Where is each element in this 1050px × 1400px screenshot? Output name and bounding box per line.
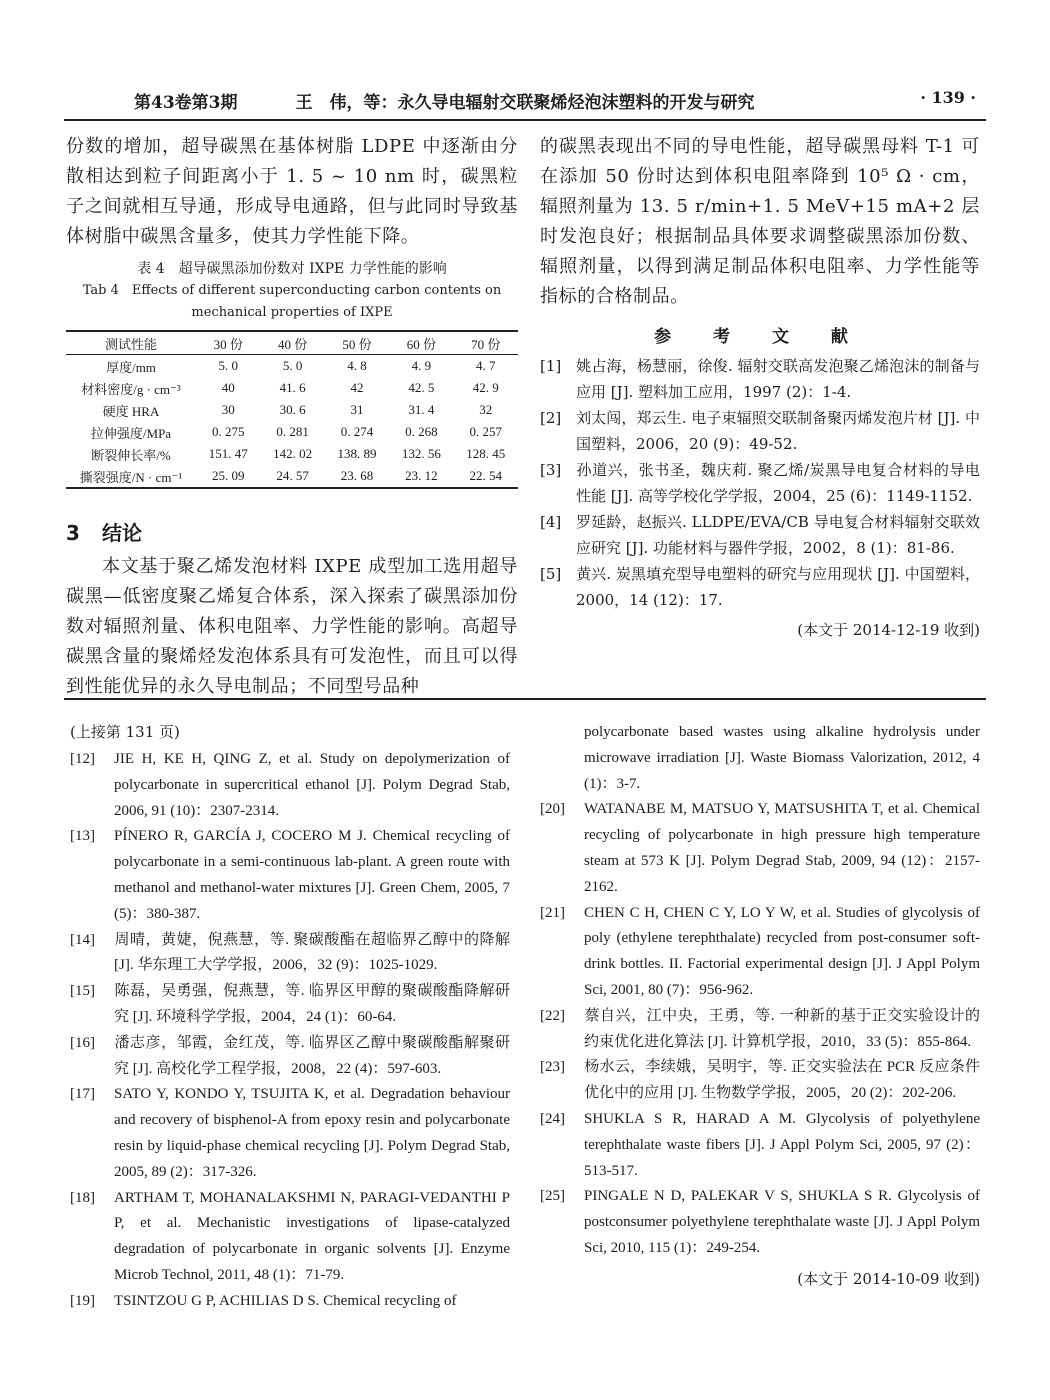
reference-item (70, 747, 510, 824)
reference-text: 杨水云，李续娥，吴明宇，等. 正交实验法在 PCR 反应条件优化中的应用 [J]. 生物数学学报，2005，20 (2)：202-206. (584, 1059, 980, 1102)
table-header-cell: 30 份 (196, 331, 260, 355)
reference-tag: [21] (540, 904, 565, 921)
reference-tag: [14] (70, 931, 95, 948)
reference-text: 罗延龄，赵振兴. LLDPE/EVA/CB 导电复合材料辐射交联效应研究 [J]. 功能材料与器件学报，2002，8 (1)：81-86. (576, 513, 980, 557)
reference-tag: [15] (70, 983, 95, 1000)
reference-item (540, 509, 980, 561)
reference-tag: [4] (540, 513, 562, 531)
reference-text: 孙道兴，张书圣，魏庆莉. 聚乙烯/炭黑导电复合材料的导电性能 [J]. 高等学校化学学报，2004，25 (6)：1149-1152. (576, 461, 980, 505)
table-cell: 25. 09 (196, 465, 260, 488)
references-heading: 参 考 文 献 (654, 327, 866, 347)
reference-text: JIE H, KE H, QING Z, et al. Study on depolymerization of polycarbonate in supercritical ethanol [J]. Polym Degrad Stab, 2006, 91 (10)：2307-2314. (114, 751, 510, 819)
table-cell: 0. 275 (211, 424, 245, 439)
table-header-cell: 60 份 (389, 331, 453, 355)
top-right-column (540, 132, 980, 643)
row-label: 断裂伸长率/% (91, 447, 171, 463)
journal-issue: 第43卷第3期 (134, 93, 238, 113)
received-date: (本文于 2014-12-19 收到) (797, 621, 980, 639)
table-cell: 0. 268 (405, 424, 438, 439)
reference-tag: [2] (540, 409, 562, 427)
table-cell: 32 (479, 402, 493, 417)
bottom-left-column (70, 720, 510, 1315)
reference-item (70, 1082, 510, 1185)
data-table (66, 330, 518, 489)
reference-text: WATANABE M, MATSUO Y, MATSUSHITA T, et al. Chemical recycling of polycarbonate in high pressure high temperature steam at 573 K [J]. Polym Degrad Stab, 2009, 94 (12)：2157-2162. (584, 801, 980, 895)
table-cell: 22. 54 (454, 465, 518, 488)
table-cell: 4. 8 (347, 358, 367, 373)
table-cell: 42. 5 (408, 380, 435, 395)
reference-tag: [5] (540, 565, 562, 583)
reference-item (70, 1031, 510, 1083)
reference-tag: [13] (70, 828, 95, 845)
reference-tag: [17] (70, 1086, 95, 1103)
table-row (66, 421, 518, 443)
table-header-cell: 测试性能 (66, 331, 196, 355)
reference-text: SATO Y, KONDO Y, TSUJITA K, et al. Degradation behaviour and recovery of bisphenol-A from epoxy resin and polycarbonate resin by liquid-phase chemical recycling [J]. Polym Degrad Stab, 2005, 89 (2)：317-326. (114, 1086, 510, 1180)
conclusion-paragraph: 本文基于聚乙烯发泡材料 IXPE 成型加工选用超导碳黑—低密度聚乙烯复合体系，深入探索了碳黑添加份数对辐照剂量、体积电阻率、力学性能的影响。高超导碳黑含量的聚烯烃发泡体系具有可发泡性，而且可以得到性能优异的永久导电制品；不同型号品种 (66, 556, 518, 697)
table-cell: 5. 0 (282, 358, 303, 373)
reference-text: SHUKLA S R, HARAD A M. Glycolysis of polyethylene terephthalate waste fibers [J]. J Appl Polym Sci, 2005, 97 (2)：513-517. (584, 1110, 980, 1179)
reference-tag: [24] (540, 1110, 565, 1127)
table-cell: 138. 89 (337, 446, 377, 461)
reference-text: 蔡自兴，江中央，王勇，等. 一种新的基于正交实验设计的约束优化进化算法 [J]. 计算机学报，2010，33 (5)：855-864. (584, 1007, 980, 1050)
table-cell: 42 (350, 380, 364, 395)
table-cell: 30. 6 (279, 402, 306, 417)
reference-item (540, 457, 980, 509)
row-label: 拉伸强度/MPa (90, 425, 172, 441)
table-caption-zh: 表 4 超导碳黑添加份数对 IXPE 力学性能的影响 (137, 261, 447, 277)
table-cell: 31. 4 (408, 402, 435, 417)
reference-text: TSINTZOU G P, ACHILIAS D S. Chemical recycling of (114, 1292, 457, 1309)
section-number: 3 (66, 521, 80, 545)
row-label: 撕裂强度/N · cm⁻¹ (66, 465, 196, 488)
reference-text: 陈磊，吴勇强，倪燕慧，等. 临界区甲醇的聚碳酸酯降解研究 [J]. 环境科学学报，2004，24 (1)：60-64. (114, 983, 510, 1025)
reference-tag: [20] (540, 801, 565, 818)
table-cell: 142. 02 (273, 446, 313, 461)
table-cell: 5. 0 (218, 358, 238, 373)
table-cell: 0. 274 (340, 424, 374, 439)
reference-tag: [23] (540, 1059, 565, 1076)
reference-item (540, 1184, 980, 1261)
row-label: 硬度 HRA (102, 403, 160, 419)
table-row (66, 399, 518, 421)
reference-item (540, 353, 980, 405)
table-row (66, 465, 518, 488)
table-cell: 0. 257 (469, 424, 503, 439)
table-header-row (66, 331, 518, 355)
reference-text: 潘志彦，邹霞，金红茂，等. 临界区乙醇中聚碳酸酯解聚研究 [J]. 高校化学工程学报，2008，22 (4)：597-603. (114, 1034, 510, 1077)
table-cell: 24. 57 (260, 465, 324, 488)
table-cell: 23. 68 (325, 465, 389, 488)
running-header (64, 84, 986, 118)
reference-item (70, 979, 510, 1031)
body-paragraph: 的碳黑表现出不同的导电性能，超导碳黑母料 T-1 可在添加 50 份时达到体积电阻率降到 10⁵ Ω · cm，辐照剂量为 13. 5 r/min+1. 5 MeV+15 mA+2 层时发泡良好；根据制品具体要求调整碳黑添加份数、辐照剂量，以得到满足制品体积电阻率、力学性能等指标的合格制品。 (540, 136, 980, 307)
section-title: 结论 (102, 521, 142, 545)
top-left-column (66, 132, 518, 702)
reference-tag: [25] (540, 1188, 565, 1205)
reference-item (540, 1055, 980, 1107)
table-header-cell: 50 份 (325, 331, 389, 355)
row-label: 厚度/mm (106, 359, 156, 375)
reference-item (540, 901, 980, 1004)
reference-item (540, 1004, 980, 1056)
header-rule (64, 119, 986, 121)
table-row (66, 355, 518, 378)
table-cell: 40 (221, 380, 235, 395)
reference-tag: [18] (70, 1189, 95, 1206)
reference-item (540, 797, 980, 900)
body-paragraph: 份数的增加，超导碳黑在基体树脂 LDPE 中逐渐由分散相达到粒子间距离小于 1. 5 ~ 10 nm 时，碳黑粒子之间就相互导通，形成导电通路，但与此同时导致基体树脂中碳黑含量多，使其力学性能下降。 (66, 136, 518, 247)
table-cell: 132. 56 (401, 446, 441, 461)
reference-text: 黄兴. 炭黑填充型导电塑料的研究与应用现状 [J]. 中国塑料，2000，14 (12)：17. (576, 565, 980, 609)
table-cell: 0. 281 (276, 424, 309, 439)
table-cell: 128. 45 (466, 446, 506, 461)
table-cell: 4. 9 (411, 358, 432, 373)
table-cell: 31 (350, 402, 364, 417)
page-number: · 139 · (920, 88, 976, 107)
table-cell: 41. 6 (279, 380, 306, 395)
received-date: (本文于 2014-10-09 收到) (797, 1269, 980, 1288)
article-title: 王 伟，等：永久导电辐射交联聚烯烃泡沫塑料的开发与研究 (295, 93, 755, 113)
reference-item (540, 561, 980, 613)
row-label: 材料密度/g · cm⁻³ (81, 381, 181, 397)
reference-item (70, 928, 510, 980)
section-divider (64, 698, 986, 700)
reference-text: 刘太闯，郑云生. 电子束辐照交联制备聚丙烯发泡片材 [J]. 中国塑料，2006，20 (9)：49-52. (576, 409, 980, 453)
continued-note: (上接第 131 页) (70, 723, 180, 741)
reference-text: 姚占海，杨慧丽，徐俊. 辐射交联高发泡聚乙烯泡沫的制备与应用 [J]. 塑料加工应用，1997 (2)：1-4. (576, 357, 980, 401)
table-caption-en: Tab 4 Effects of different superconducting carbon contents on mechanical properties of IXPE (82, 283, 502, 320)
table-cell: 23. 12 (389, 465, 453, 488)
reference-text: PINGALE N D, PALEKAR V S, SHUKLA S R. Glycolysis of postconsumer polyethylene terephthalate waste [J]. J Appl Polym Sci, 2010, 115 (1)：249-254. (584, 1188, 980, 1256)
reference-item (70, 824, 510, 927)
table-row (66, 443, 518, 465)
reference-text: CHEN C H, CHEN C Y, LO Y W, et al. Studies of glycolysis of poly (ethylene terephthalate) recycled from post-consumer soft-drink bottles. II. Factorial experimental design [J]. J Appl Polym Sci, 2001, 80 (7)：956-962. (584, 904, 980, 998)
reference-tag: [3] (540, 461, 562, 479)
table-cell: 4. 7 (476, 358, 496, 373)
table-header-cell: 70 份 (454, 331, 518, 355)
bottom-right-column (540, 720, 980, 1292)
reference-continuation: polycarbonate based wastes using alkaline hydrolysis under microwave irradiation [J]. Waste Biomass Valorization, 2012, 4 (1)：3-7. (584, 724, 980, 792)
reference-tag: [16] (70, 1034, 95, 1051)
reference-text: 周晴，黄婕，倪燕慧，等. 聚碳酸酯在超临界乙醇中的降解 [J]. 华东理工大学学报，2006，32 (9)：1025-1029. (114, 931, 510, 974)
reference-item (540, 1107, 980, 1184)
reference-item (70, 1289, 510, 1315)
section-heading (66, 517, 518, 546)
reference-item (540, 405, 980, 457)
reference-text: PÍNERO R, GARCÍA J, COCERO M J. Chemical recycling of polycarbonate in a semi-continuous lab-plant. A green route with methanol and methanol-water mixtures [J]. Green Chem, 2005, 7 (5)：380-387. (114, 828, 510, 922)
reference-tag: [12] (70, 751, 95, 767)
table-header-cell: 40 份 (260, 331, 324, 355)
table-cell: 151. 47 (208, 446, 248, 461)
table-cell: 42. 9 (472, 380, 499, 395)
reference-tag: [22] (540, 1007, 565, 1024)
reference-text: ARTHAM T, MOHANALAKSHMI N, PARAGI-VEDANTHI P P, et al. Mechanistic investigations of lipase-catalyzed degradation of polycarbonate in organic solvents [J]. Enzyme Microb Technol, 2011, 48 (1)：71-79. (114, 1189, 510, 1283)
table-cell: 30 (221, 402, 235, 417)
reference-item (70, 1186, 510, 1289)
table-row (66, 377, 518, 399)
reference-tag: [1] (540, 357, 562, 375)
reference-tag: [19] (70, 1292, 95, 1309)
